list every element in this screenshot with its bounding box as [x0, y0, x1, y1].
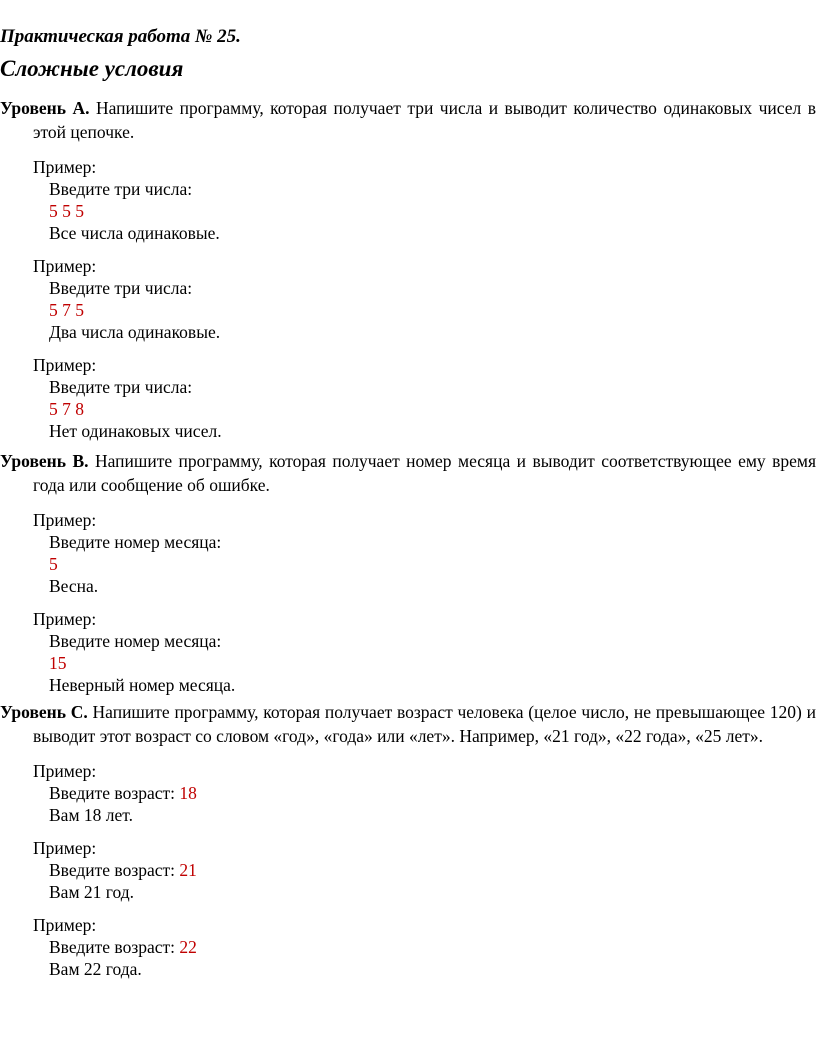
example-input: 5 7 5	[49, 300, 84, 320]
example-output: Все числа одинаковые.	[49, 223, 220, 243]
example-prompt: Введите возраст:	[49, 860, 180, 880]
example-prompt: Введите три числа:	[49, 377, 193, 397]
level-a-example-3	[0, 353, 816, 441]
example-prompt-line	[49, 935, 816, 957]
level-c-example-1	[0, 759, 816, 825]
level-c-label: Уровень C.	[0, 702, 88, 722]
example-heading: Пример:	[33, 510, 97, 530]
level-c-task	[0, 700, 816, 748]
example-prompt: Введите три числа:	[49, 179, 193, 199]
example-heading: Пример:	[33, 761, 97, 781]
example-input: 15	[49, 653, 67, 673]
level-b-example-2	[0, 607, 816, 695]
example-prompt: Введите возраст:	[49, 937, 180, 957]
worksheet-subtitle: Сложные условия	[0, 56, 184, 81]
example-input: 5 7 8	[49, 399, 84, 419]
example-input: 5 5 5	[49, 201, 84, 221]
example-prompt: Введите номер месяца:	[49, 532, 222, 552]
example-heading: Пример:	[33, 609, 97, 629]
level-c-example-3	[0, 913, 816, 979]
example-output: Неверный номер месяца.	[49, 675, 236, 695]
example-prompt: Введите три числа:	[49, 278, 193, 298]
example-prompt: Введите возраст:	[49, 783, 180, 803]
example-prompt-line	[49, 781, 816, 803]
level-a-task	[0, 96, 816, 144]
example-output: Вам 21 год.	[49, 882, 135, 902]
example-input: 22	[179, 937, 197, 957]
level-a-example-1	[0, 155, 816, 243]
example-output: Вам 22 года.	[49, 959, 142, 979]
example-prompt-line	[49, 858, 816, 880]
level-a-description: Напишите программу, которая получает три числа и выводит количество одинаковых чисел в этой цепочке.	[33, 98, 816, 142]
example-output: Нет одинаковых чисел.	[49, 421, 222, 441]
level-c-example-2	[0, 836, 816, 902]
example-heading: Пример:	[33, 157, 97, 177]
example-output: Весна.	[49, 576, 99, 596]
worksheet-title: Практическая работа № 25.	[0, 26, 241, 47]
example-heading: Пример:	[33, 355, 97, 375]
level-a-label: Уровень A.	[0, 98, 90, 118]
example-heading: Пример:	[33, 915, 97, 935]
level-b-example-1	[0, 508, 816, 596]
example-input: 18	[179, 783, 197, 803]
level-b-description: Напишите программу, которая получает номер месяца и выводит соответствующее ему время года или сообщение об ошибке.	[33, 451, 816, 495]
level-a-example-2	[0, 254, 816, 342]
example-prompt: Введите номер месяца:	[49, 631, 222, 651]
level-a-section	[0, 96, 816, 441]
example-output: Вам 18 лет.	[49, 805, 133, 825]
example-heading: Пример:	[33, 256, 97, 276]
example-heading: Пример:	[33, 838, 97, 858]
level-b-task	[0, 449, 816, 497]
example-input: 21	[179, 860, 197, 880]
level-c-description: Напишите программу, которая получает возраст человека (целое число, не превышающее 120) и выводит этот возраст со словом «год», «года» или «лет». Например, «21 год», «22 года», «25 лет».	[33, 702, 816, 746]
example-input: 5	[49, 554, 58, 574]
level-b-section	[0, 449, 816, 695]
level-c-section	[0, 700, 816, 979]
example-output: Два числа одинаковые.	[49, 322, 221, 342]
level-b-label: Уровень B.	[0, 451, 89, 471]
